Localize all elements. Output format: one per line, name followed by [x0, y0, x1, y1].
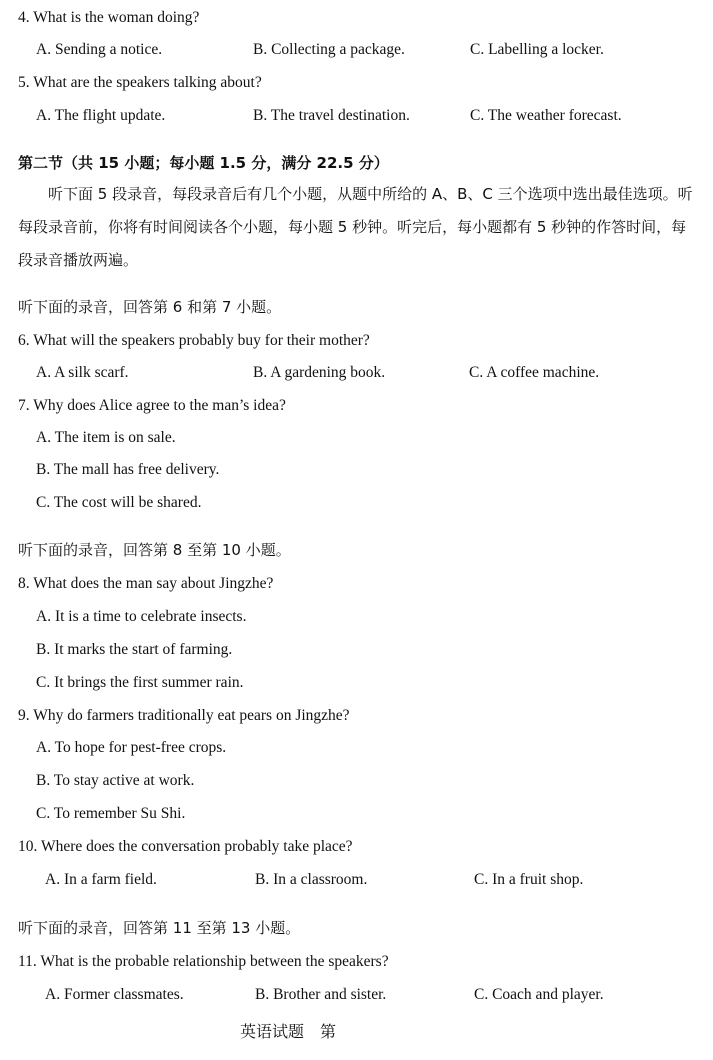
option-b: B. Brother and sister. — [255, 986, 387, 1003]
option-c: C. The cost will be shared. — [36, 494, 202, 511]
option-b: B. A gardening book. — [253, 364, 386, 381]
question-4-stem: 4. What is the woman doing? — [18, 9, 200, 26]
option-b: B. It marks the start of farming. — [36, 641, 233, 658]
option-b: B. The travel destination. — [253, 107, 410, 124]
option-c: C. Labelling a locker. — [470, 41, 604, 58]
option-b: B. In a classroom. — [255, 871, 368, 888]
page-footer: 英语试题 第 — [240, 1022, 337, 1041]
section-instructions: 听下面 5 段录音，每段录音后有几个小题，从题中所给的 A、B、C 三个选项中选出最佳选项。听每段录音前，你将有时间阅读各个小题，每小题 5 秒钟。听完后，每小题都有 5 秒钟的作答时间，每段录音播放两遍。 — [18, 185, 693, 269]
group-header: 听下面的录音，回答第 8 至第 10 小题。 — [18, 541, 291, 559]
question-11-stem: 11. What is the probable relationship between the speakers? — [18, 953, 389, 970]
question-6-stem: 6. What will the speakers probably buy for their mother? — [18, 332, 370, 349]
option-c: C. To remember Su Shi. — [36, 805, 186, 822]
option-c: C. The weather forecast. — [470, 107, 622, 124]
option-c: C. Coach and player. — [474, 986, 604, 1003]
group-header: 听下面的录音，回答第 6 和第 7 小题。 — [18, 298, 282, 316]
question-5-stem: 5. What are the speakers talking about? — [18, 74, 262, 91]
question-7-stem: 7. Why does Alice agree to the man’s idea? — [18, 397, 286, 414]
question-10-stem: 10. Where does the conversation probably take place? — [18, 838, 353, 855]
option-b: B. The mall has free delivery. — [36, 461, 220, 478]
option-a: A. To hope for pest-free crops. — [36, 739, 227, 756]
option-a: A. The item is on sale. — [36, 429, 176, 446]
question-9-stem: 9. Why do farmers traditionally eat pears on Jingzhe? — [18, 707, 350, 724]
option-b: B. To stay active at work. — [36, 772, 195, 789]
question-8-stem: 8. What does the man say about Jingzhe? — [18, 575, 274, 592]
option-a: A. A silk scarf. — [36, 364, 129, 381]
option-c: C. In a fruit shop. — [474, 871, 584, 888]
option-c: C. A coffee machine. — [469, 364, 600, 381]
option-a: A. In a farm field. — [45, 871, 157, 888]
group-header: 听下面的录音，回答第 11 至第 13 小题。 — [18, 919, 301, 937]
option-c: C. It brings the first summer rain. — [36, 674, 244, 691]
option-a: A. Former classmates. — [45, 986, 184, 1003]
option-a: A. Sending a notice. — [36, 41, 163, 58]
option-b: B. Collecting a package. — [253, 41, 405, 58]
option-a: A. It is a time to celebrate insects. — [36, 608, 247, 625]
section-title: 第二节（共 15 小题；每小题 1.5 分，满分 22.5 分） — [18, 154, 389, 172]
option-a: A. The flight update. — [36, 107, 166, 124]
